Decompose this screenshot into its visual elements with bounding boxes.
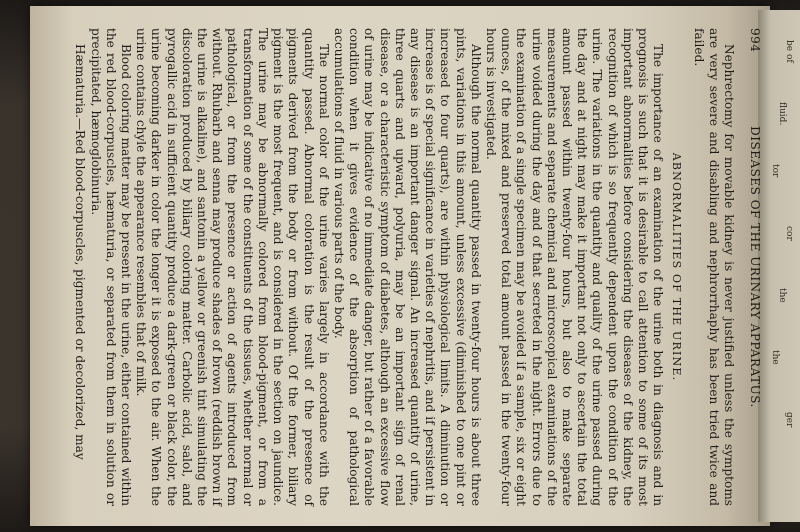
page-content [30,6,770,526]
paragraph-importance: The importance of an examination of the urine both in diagnosis and in prognosis is such that it is desirable to call attention to some of its most important abnormalities before considering the diseases of the kidney, the recognition of which is so frequently dependent upon the condition of the urine. The variations in the quantity and quality of the urine passed during the day and at night may make it important not only to ascertain the total amount passed within twenty-four hours, but also to make separate measurements and separate chemical and microscopical examinations of the urine voided during the day and of that secreted in the night. Errors due to the examination of a single specimen may be avoided if a sample, six or eight ounces, of the mixed and preserved total amount passed in the twenty-four hours is investigated. [483,28,666,506]
page-header [746,28,762,506]
running-title: DISEASES OF THE URINARY APPARATUS. [748,126,762,408]
next-page-fragment: the [777,288,787,303]
opening-paragraph: Nephrectomy for movable kidney is never justified unless the symptoms are very severe and disabling and nephrorrhaphy has been tried twice and failed. [691,28,736,506]
section-heading: ABNORMALITIES OF THE URINE. [670,152,684,382]
paragraph-haematuria: Hæmaturia.—Red blood-corpuscles, pigmented or decolorized, may [73,44,88,460]
next-page-fragment: the [770,350,780,365]
paragraph-color: The normal color of the urine varies largely in accordance with the quantity passed. Abnormal coloration is the result of the presence of pigments derived from the body or from without. Of the former, biliary pigment is the most frequent, and is considered in the section on jaundice. The urine may be abnormally colored from blood-pigment, or from a transformation of some of the constituents of the tissues, whether normal or pathological, or from the presence or action of agents introduced from without. Rhubarb and senna may produce shades of brown (reddish brown if the urine is alkaline), and santonin a yellow or greenish tint simulating the discoloration produced by biliary coloring matter. Carbolic acid, salol, and pyrogallic acid in sufficient quantity produce a dark-green or black color, the urine becoming darker in color the longer it is exposed to the air. When the urine contains chyle the appearance resembles that of milk. [134,28,331,506]
next-page-fragment: ger [784,412,794,428]
page-body [72,28,736,506]
page-number: 994 [748,28,762,53]
next-page-fragment: fluid. [777,102,787,126]
paragraph-quantity: Although the normal quantity passed in twenty-four hours is about three pints, variations in this amount, unless excessive (diminished to one pint or increased to four quarts), are within physiological limits. A diminution or increase is of special significance in varieties of nephritis, and if persistent in any disease is an important danger signal. An increased quantity of urine, three quarts and upward, polyuria, may be an important sign of renal disease, or a characteristic symptom of diabetes, although an excessive flow of urine may be indicative of no immediate danger, but rather of a favorable condition when it gives evidence of the absorption of pathological accumulations of fluid in various parts of the body. [331,28,483,506]
next-page-fragment: tor [770,164,780,178]
paragraph-blood: Blood coloring matter may be present in the urine, either contained within the red blood-corpuscles, hæmaturia, or separated from them in solution or precipitated, hæmoglobinuria. [88,28,134,506]
next-page-fragment: be of [784,40,794,63]
next-page-fragment: cor [784,226,794,241]
